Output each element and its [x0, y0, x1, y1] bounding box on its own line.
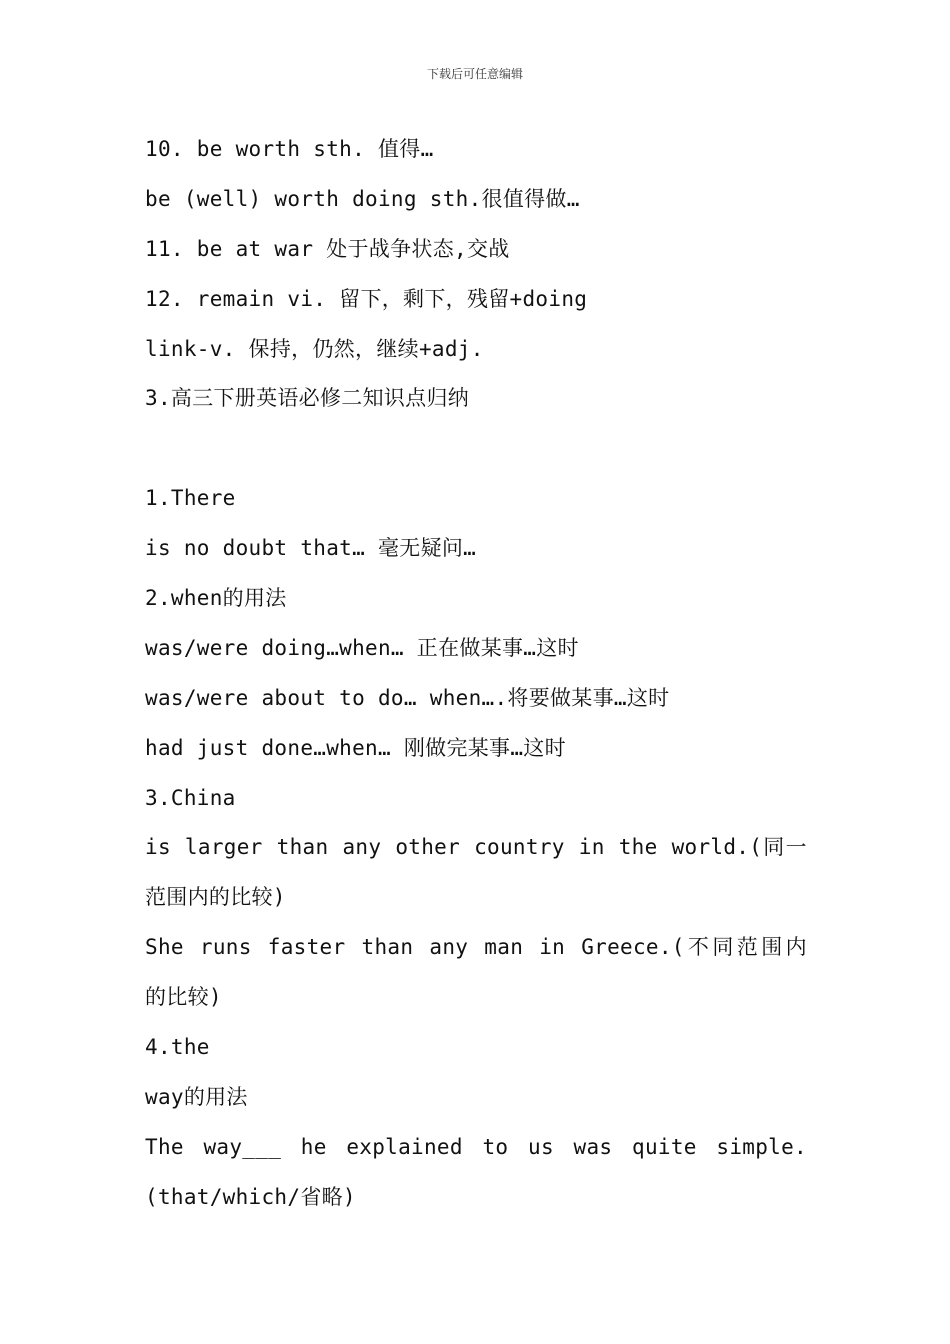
text-line: 3.China [145, 785, 236, 810]
blank-line [145, 424, 807, 474]
text-line: (that/which/省略) [145, 1184, 356, 1209]
text-line: link-v. 保持，仍然，继续+adj. [145, 336, 484, 361]
text-line: 11. be at war 处于战争状态,交战 [145, 236, 510, 261]
text-line: 范围内的比较) [145, 885, 286, 910]
text-line: She runs faster than any man in Greece.(不同范围内 [145, 935, 807, 960]
text-line: had just done…when… 刚做完某事…这时 [145, 735, 566, 760]
text-line: 12. remain vi. 留下，剩下，残留+doing [145, 286, 588, 311]
section-heading: 3.高三下册英语必修二知识点归纳 [145, 386, 470, 411]
text-line: The way___ he explained to us was quite simple. [145, 1134, 807, 1159]
text-line: be (well) worth doing sth.很值得做… [145, 186, 580, 211]
page-header: 下载后可任意编辑 [426, 67, 523, 81]
text-line: 1.There [145, 486, 236, 511]
text-line: was/were doing…when… 正在做某事…这时 [145, 635, 579, 660]
text-line: 的比较) [145, 985, 222, 1010]
text-line: is larger than any other country in the world.(同一 [145, 835, 807, 860]
text-line: is no doubt that… 毫无疑问… [145, 536, 477, 561]
text-line: 2.when的用法 [145, 586, 287, 611]
text-line: was/were about to do… when….将要做某事…这时 [145, 685, 670, 710]
document-body [145, 125, 807, 1223]
text-line: 10. be worth sth. 值得… [145, 137, 434, 161]
text-line: way的用法 [145, 1084, 248, 1109]
text-line: 4.the [145, 1035, 210, 1060]
